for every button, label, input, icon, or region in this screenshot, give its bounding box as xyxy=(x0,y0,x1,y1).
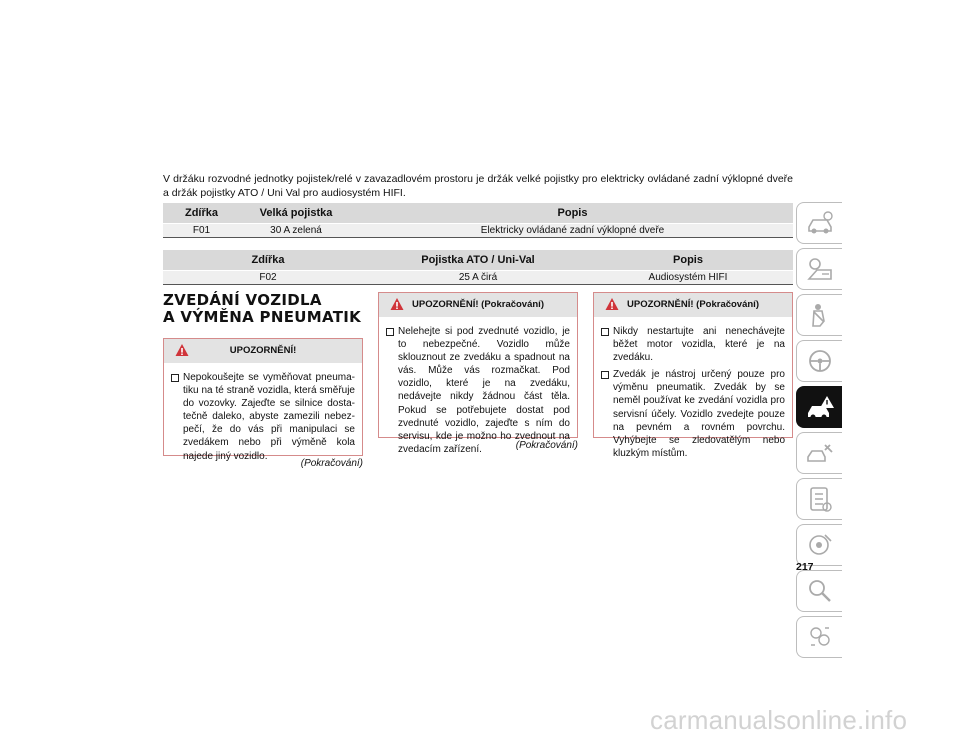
checkbox-bullet-icon xyxy=(601,328,609,336)
fuse-table-ato xyxy=(163,250,793,285)
tab-emergency[interactable] xyxy=(796,386,842,428)
fuse-table-large xyxy=(163,203,793,238)
warning-title: UPOZORNĚNÍ! xyxy=(229,345,297,356)
service-maintenance-icon xyxy=(805,439,835,467)
page-number: 217 xyxy=(796,561,814,573)
cell-description: Elektricky ovládané zadní výklopné dveře xyxy=(352,224,793,238)
list-item: Nelehejte si pod zvednuté vozidlo, je to nebezpečné. Vozidlo může sklouznout ze zvedáku a spadnout na vás. Může vás rozmačkat. Pod vozidlo, které je na zvedáku, nedávejte nikdy žádnou část těla. Pokud se potřebujete dostat pod zvednuté vozidlo, zajeďte s ním do servisu, kde je možno ho zvednout na zvedacím zařízení. xyxy=(386,325,570,456)
list-item: Zvedák je nástroj určený pouze pro výměnu pneumatik. Zvedák by se neměl používat ke zvedání vozidla pro servisní účely. Vozidlo zvedejte pouze na pevném a rovném povrchu. Vyhýbejte se zledovatělým nebo kluzkým místům. xyxy=(601,368,785,460)
warning-box-1 xyxy=(163,338,363,462)
warning-box-3 xyxy=(593,292,793,459)
warning-triangle-icon xyxy=(605,297,619,311)
cell-socket: F02 xyxy=(163,271,373,285)
header-fuse: Velká pojistka xyxy=(240,203,352,224)
checkbox-bullet-icon xyxy=(601,371,609,379)
checkbox-bullet-icon xyxy=(386,328,394,336)
language-icon xyxy=(805,623,835,651)
warning-header xyxy=(164,339,362,363)
tab-car-info[interactable] xyxy=(796,202,842,244)
header-description: Popis xyxy=(352,203,793,224)
checkbox-bullet-icon xyxy=(171,374,179,382)
lights-icon xyxy=(805,255,835,283)
warning-title: UPOZORNĚNÍ! (Pokračování) xyxy=(627,299,759,310)
continued-note-2: (Pokračování) xyxy=(515,440,578,451)
chapter-tabs xyxy=(796,202,842,662)
warning-triangle-icon xyxy=(390,297,404,311)
tab-safety[interactable] xyxy=(796,294,842,336)
watermark: carmanualsonline.info xyxy=(650,705,908,735)
section-title-line1: ZVEDÁNÍ VOZIDLA xyxy=(163,291,322,309)
steering-wheel-icon xyxy=(805,347,835,375)
table-row xyxy=(163,271,793,285)
warning-triangle-icon xyxy=(175,343,189,357)
cell-description: Audiosystém HIFI xyxy=(583,271,793,285)
cell-fuse: 30 A zelená xyxy=(240,224,352,238)
tab-specifications[interactable] xyxy=(796,478,842,520)
tab-languages[interactable] xyxy=(796,616,842,658)
header-socket: Zdířka xyxy=(163,203,240,224)
cell-fuse: 25 A čirá xyxy=(373,271,583,285)
header-fuse: Pojistka ATO / Uni-Val xyxy=(373,250,583,271)
car-info-icon xyxy=(805,209,835,237)
warning-title: UPOZORNĚNÍ! (Pokračování) xyxy=(412,299,544,310)
multimedia-icon xyxy=(805,531,835,559)
cell-socket: F01 xyxy=(163,224,240,238)
tab-lights[interactable] xyxy=(796,248,842,290)
seatbelt-icon xyxy=(805,301,835,329)
continued-note-1: (Pokračování) xyxy=(300,458,363,469)
list-item: Nepokoušejte se vyměňovat pneuma-tiku na té straně vozidla, která směřuje do vozovky. Zajeďte se silnice dosta-tečně daleko, abyste zamezili nebez-pečí, že do vás při manipulaci se zvedákem nebo při výměně kola najede jiný vozidlo. xyxy=(171,371,355,463)
warning-body xyxy=(164,363,362,471)
tab-index[interactable] xyxy=(796,570,842,612)
specifications-icon xyxy=(805,485,835,513)
list-item: Nikdy nestartujte ani nenechávejte běžet motor vozidla, které je na zvedáku. xyxy=(601,325,785,364)
warning-header xyxy=(379,293,577,317)
tab-driving[interactable] xyxy=(796,340,842,382)
header-socket: Zdířka xyxy=(163,250,373,271)
warning-body xyxy=(594,317,792,468)
intro-paragraph: V držáku rozvodné jednotky pojistek/relé v zavazadlovém prostoru je držák velké pojistky pro elektricky ovládané zadní výklopné dveře a držák pojistky ATO / Uni Val pro audiosystém HIFI. xyxy=(163,173,793,199)
section-title xyxy=(163,292,373,326)
table-row xyxy=(163,224,793,238)
tab-multimedia[interactable] xyxy=(796,524,842,566)
warning-header xyxy=(594,293,792,317)
tab-service[interactable] xyxy=(796,432,842,474)
header-description: Popis xyxy=(583,250,793,271)
roadside-emergency-icon xyxy=(805,393,835,421)
section-title-line2: A VÝMĚNA PNEUMATIK xyxy=(163,308,362,326)
warning-box-2 xyxy=(378,292,578,455)
index-search-icon xyxy=(805,577,835,605)
